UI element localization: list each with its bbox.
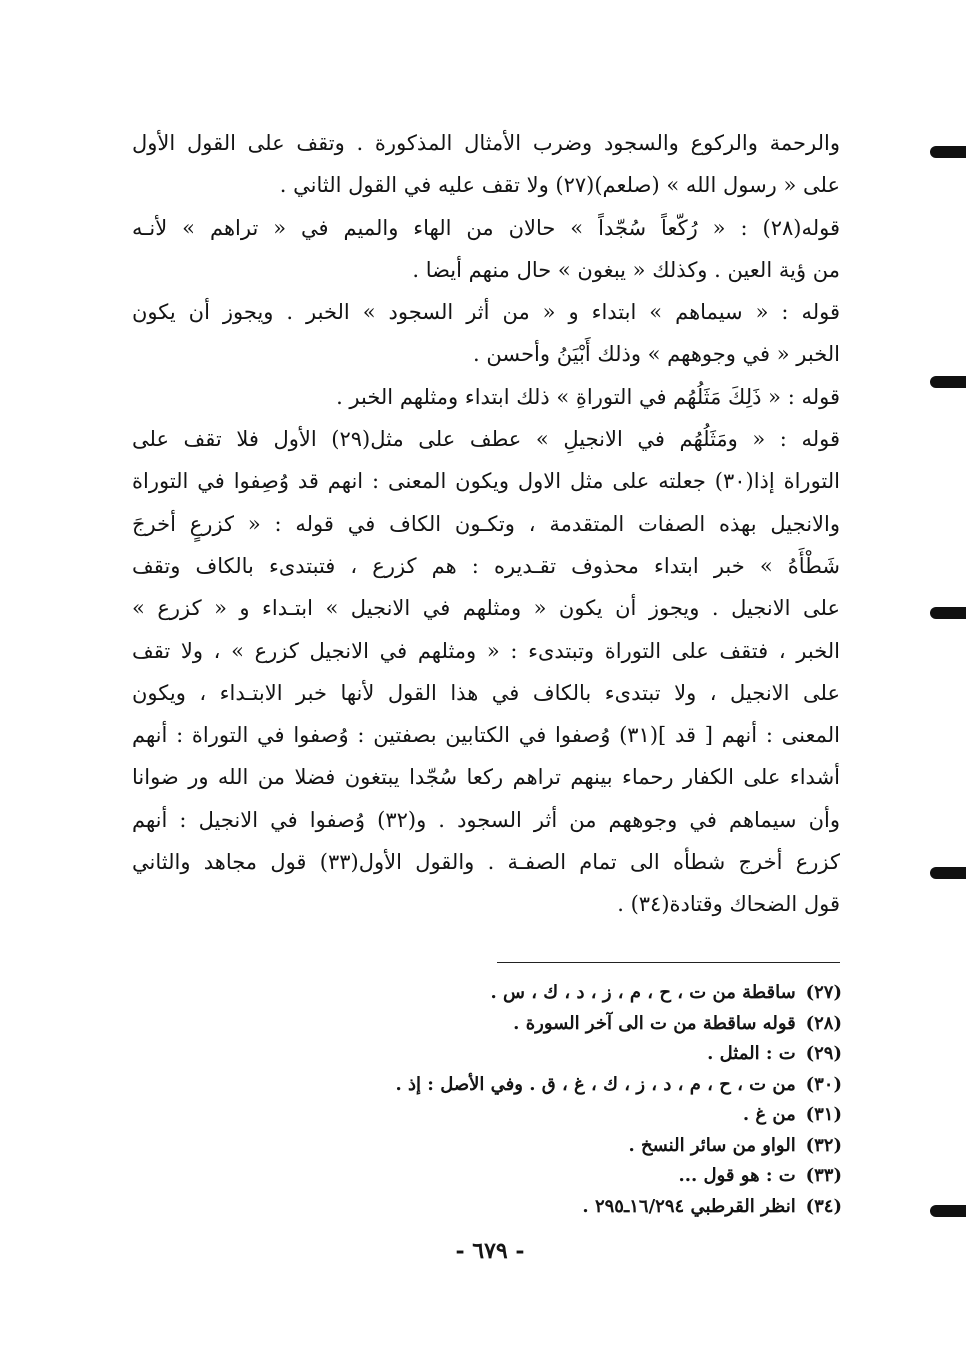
text-line: قوله : « ذَلِكَ مَثَلُهُم في التوراةِ » ذلك ابتداء ومثلهم الخبر . [336, 384, 840, 409]
footnote-number: (٢٨) [805, 1012, 842, 1034]
text-line: على الانجيل . ويجوز أن يكون « ومثلهم في الانجيل » ابتـداء و « كزرع » [132, 596, 840, 621]
text-line: المعنى : أنهم [ قد ](٣١) وُصفوا في الكتابين بصفتين : وُصفوا في التوراة : أنهم [132, 723, 840, 748]
edge-mark [930, 867, 966, 879]
text-line: والرحمة والركوع والسجود وضرب الأمثال المذكورة . وتقف على القول الأول [132, 131, 840, 155]
footnote-text: من ت ، ح ، م ، د ، ز ، ك ، غ ، ق . وفي الأصل : إذ . [395, 1073, 796, 1095]
edge-mark [930, 607, 966, 619]
footnote [222, 1039, 842, 1070]
text-line: أشداء على الكفار رحماء بينهم تراهم ركعا سُجّدا يبتغون فضلا من الله ور ضوانا [132, 765, 840, 790]
text-line: وأن سيماهم في وجوههم من أثر السجود . و(٣٢) وُصفوا في الانجيل : أنهم [132, 807, 840, 832]
text-line: الخبر « في وجوههم » وذلك أَبْيَنُ وأحسن . [473, 342, 840, 367]
text-line: قوله : « ومَثَلُهُم في الانجيلِ » عطف على مثل(٢٩) الأول فلا تقف على [132, 427, 840, 452]
footnote [222, 978, 842, 1009]
text-line: والانجيل بهذه الصفات المتقدمة ، وتكـون الكاف في قوله : « كزرعٍ أخرجَ [132, 511, 840, 536]
text-line: قوله(٢٨) : « رُكّعاً سُجّداً » حالان من الهاء والميم في « تراهم » لأنـه [132, 215, 840, 240]
footnote-text: ساقطة من ت ، ح ، م ، ز ، د ، ك ، س . [490, 982, 796, 1003]
text-line: على « رسول الله » (صلعم)(٢٧) ولا تقف عليه في القول الثاني . [279, 173, 840, 198]
footnote-text: ت : هو قول ... [678, 1165, 796, 1186]
text-line: شَطْأَهُ » خبر ابتداء محذوف تقـديره : هم كزرع ، فتبتدىء بالكاف وتقف [132, 553, 840, 578]
page-number: - ٦٧٩ - [455, 1238, 525, 1264]
text-line: التوراة إذا(٣٠) جعلته على مثل الاول ويكون المعنى : انهم قد وُصِفوا في التوراة [132, 469, 840, 494]
text-line: على الانجيل ، ولا تبتدىء بالكاف في هذا القول لأنها خبر الابتـداء ، ويكون [132, 680, 840, 705]
footnote-text: ت : المثل . [707, 1043, 796, 1064]
footnote-number: (٢٧) [805, 982, 842, 1003]
footnote [222, 1131, 842, 1162]
text-line: قوله : « سيماهم » ابتداء و « من أثر السجود » الخبر . ويجوز أن يكون [132, 300, 840, 325]
footnote-divider [497, 962, 840, 963]
footnote-number: (٣٤) [805, 1195, 842, 1217]
text-line: الخبر ، فتقف على التوراة وتبتدىء : « ومثلهم في الانجيل كزرع » ، ولا تقف [132, 638, 840, 663]
footnote-text: انظر القرطبي ١٦/٢٩٤ـ٢٩٥ . [582, 1195, 796, 1217]
footnote-text: من غ . [742, 1104, 796, 1125]
footnote-text: الواو من سائر النسخ . [628, 1134, 796, 1156]
footnote-number: (٣٠) [805, 1073, 842, 1095]
footnote [222, 1009, 842, 1040]
footnote-text: قوله ساقطة من ت الى آخر السورة . [513, 1012, 796, 1034]
edge-mark [930, 1205, 966, 1217]
footnote-number: (٣٣) [805, 1165, 842, 1186]
footnote-number: (٣١) [805, 1104, 842, 1125]
edge-mark [930, 146, 966, 158]
footnotes [222, 978, 842, 1222]
footnote-number: (٢٩) [805, 1043, 842, 1064]
text-line: من ؤية العين . وكذلك « يبغون » حال منهم أيضا . [412, 257, 840, 282]
main-text [132, 122, 840, 926]
edge-mark [930, 376, 966, 388]
text-line: قول الضحاك وقتادة(٣٤) . [617, 892, 840, 917]
footnote [222, 1070, 842, 1101]
footnote [222, 1192, 842, 1223]
footnote [222, 1161, 842, 1192]
footnote [222, 1100, 842, 1131]
footnote-number: (٣٢) [805, 1134, 842, 1156]
text-line: كزرع أخرج شطأه الى تمام الصفـة . والقول الأول(٣٣) قول مجاهد والثاني [132, 850, 840, 875]
